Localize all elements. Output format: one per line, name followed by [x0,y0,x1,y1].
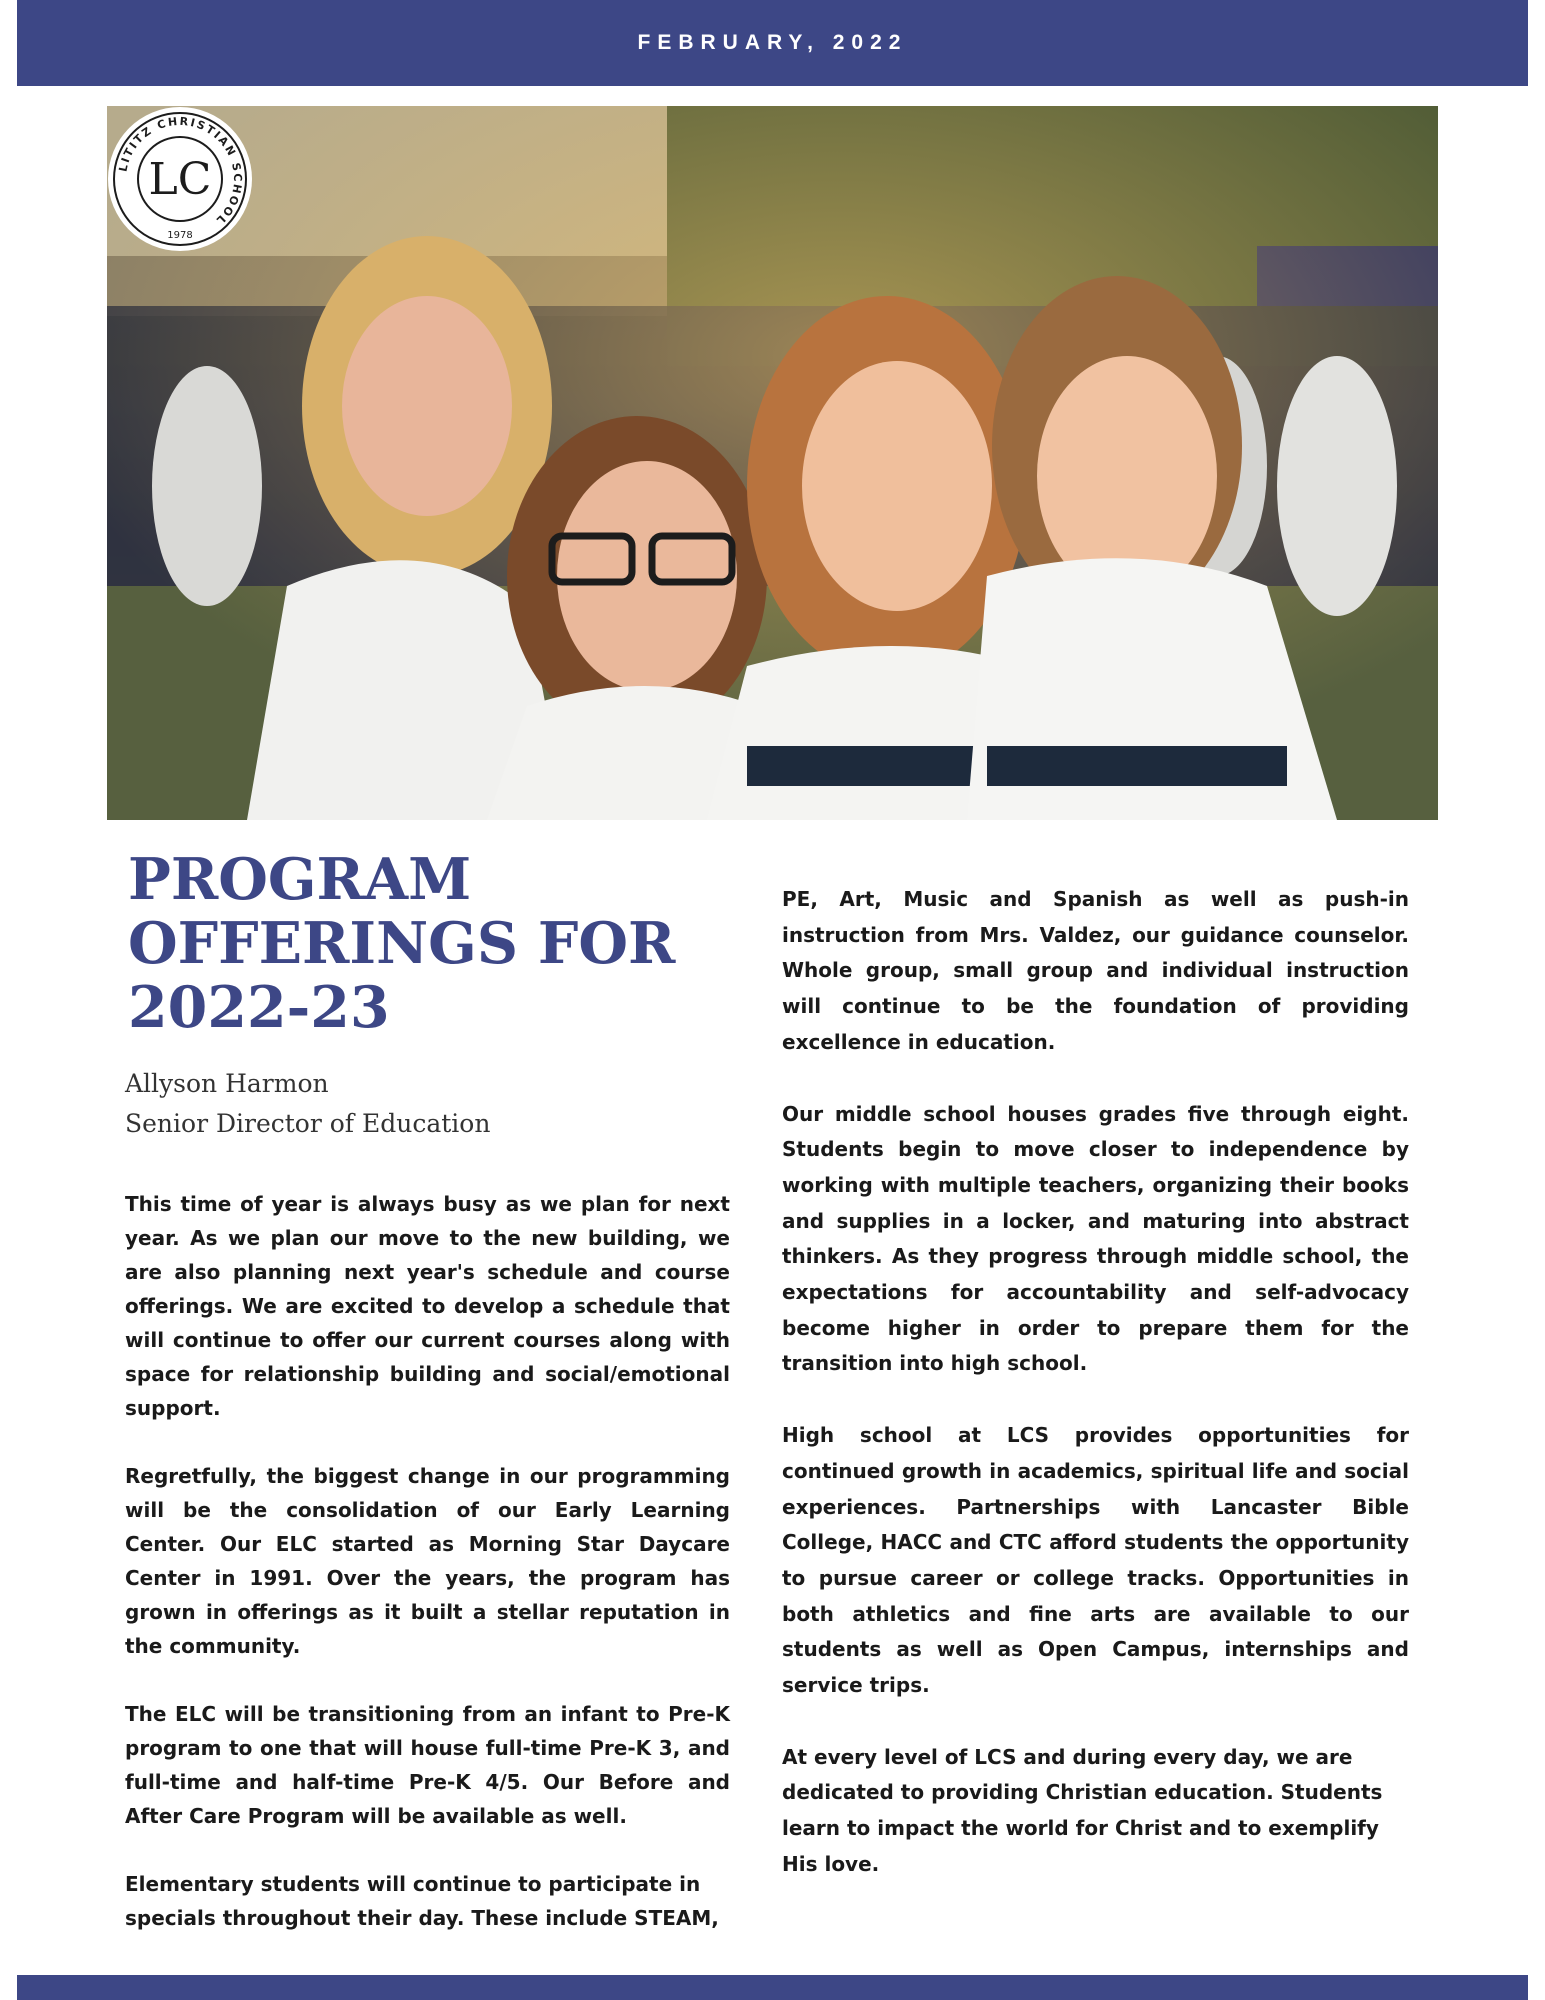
article-paragraph: At every level of LCS and during every day, we are dedicated to providing Christian education. Students learn to impact the world for Christ and to exemplify His love. [782,1744,1383,1876]
byline [125,1064,490,1144]
article-paragraph: This time of year is always busy as we plan for next year. As we plan our move to the new building, we are also planning next year's schedule and course offerings. We are excited to develop a schedule that will continue to offer our current courses along with space for relationship building and social/emotional support. [125,1192,730,1420]
svg-text:LITITZ CHRISTIAN SCHOOL: LITITZ CHRISTIAN SCHOOL [116,114,245,228]
article-paragraph: Regretfully, the biggest change in our programming will be the consolidation of our Early Learning Center. Our ELC started as Morning Star Daycare Center in 1991. Over the years, the program has grown in offerings as it built a stellar reputation in the community. [125,1464,730,1658]
school-seal-logo [107,106,253,252]
article-title-line: 2022-23 [128,974,390,1041]
issue-date: FEBRUARY, 2022 [637,31,908,54]
author-name: Allyson Harmon [125,1069,329,1098]
author-role: Senior Director of Education [125,1109,491,1138]
article-paragraph: PE, Art, Music and Spanish as well as push-in instruction from Mrs. Valdez, our guidance counselor. Whole group, small group and individual instruction will continue to be the foundation of providing excellence in education. [782,887,1409,1054]
hero-photo-illustration [107,106,1438,820]
article-column-left [125,1187,730,1935]
article-paragraph: Our middle school houses grades five through eight. Students begin to move closer to independence by working with multiple teachers, organizing their books and supplies in a locker, and maturing into abstract thinkers. As they progress through middle school, the expectations for accountability and self-advocacy become higher in order to prepare them for the transition into high school. [782,1101,1409,1376]
svg-text:1978: 1978 [167,230,193,241]
article-title-line: PROGRAM [128,846,472,913]
article-paragraph: Elementary students will continue to participate in specials throughout their day. These include STEAM, [125,1872,719,1930]
bottom-banner [17,1975,1528,2000]
article-paragraph: High school at LCS provides opportunities for continued growth in academics, spiritual life and social experiences. Partnerships with Lancaster Bible College, HACC and CTC afford students the opportunity to pursue career or college tracks. Opportunities in both athletics and fine arts are available to our students as well as Open Campus, internships and service trips. [782,1423,1409,1698]
svg-text:LC: LC [148,154,212,205]
hero-photo [107,106,1438,820]
article-paragraph: The ELC will be transitioning from an infant to Pre-K program to one that will house full-time Pre-K 3, and full-time and half-time Pre-K 4/5. Our Before and After Care Program will be available as well. [125,1702,730,1828]
article-title-line: OFFERINGS FOR [128,910,676,977]
top-banner [17,0,1528,86]
article-title [128,848,688,1040]
article-column-right [782,882,1409,1883]
